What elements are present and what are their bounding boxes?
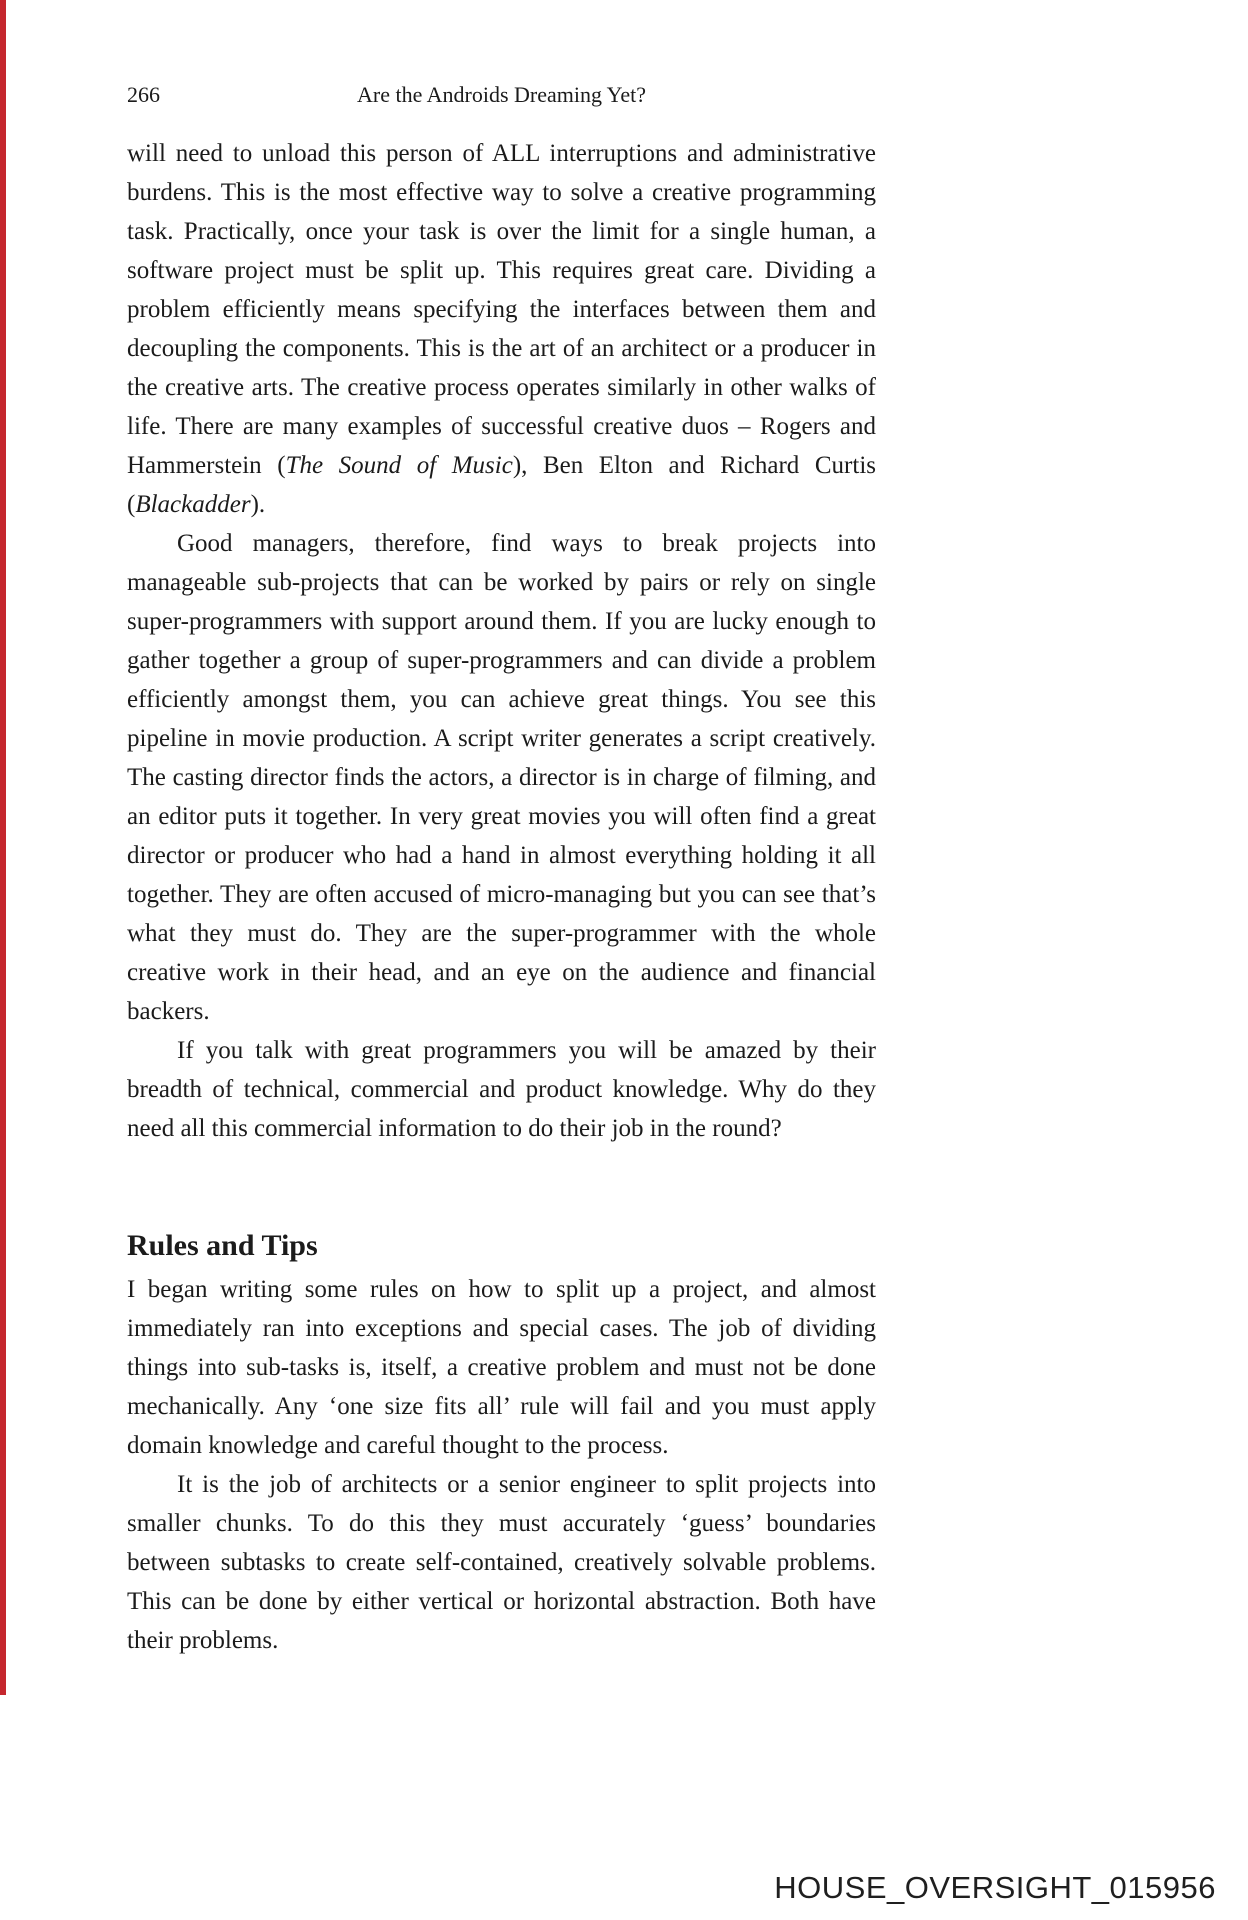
paragraph: If you talk with great programmers you will be amazed by their breadth of technical, commercial and product knowledge. Why do they need all this commercial information to do their job in the round? <box>127 1037 876 1142</box>
body-text <box>127 134 876 1660</box>
page-number: 266 <box>127 82 160 107</box>
paragraph: I began writing some rules on how to split up a project, and almost immediately ran into exceptions and special cases. The job of dividing things into sub-tasks is, itself, a creative problem and must not be done mechanically. Any ‘one size fits all’ rule will fail and you must apply domain knowledge and careful thought to the process. <box>127 1276 876 1459</box>
red-scan-edge-line <box>0 0 6 1695</box>
section-heading: Rules and Tips <box>127 1229 318 1262</box>
paragraph: It is the job of architects or a senior engineer to split projects into smaller chunks. To do this they must accurately ‘guess’ boundaries between subtasks to create self-contained, creatively solvable problems. This can be done by either vertical or horizontal abstraction. Both have their problems. <box>127 1471 876 1654</box>
paragraph: Good managers, therefore, find ways to break projects into manageable sub-projects that can be worked by pairs or rely on single super-programmers with support around them. If you are lucky enough to gather together a group of super-programmers and can divide a problem efficiently amongst them, you can achieve great things. You see this pipeline in movie production. A script writer generates a script creatively. The casting director finds the actors, a director is in charge of filming, and an editor puts it together. In very great movies you will often find a great director or producer who had a hand in almost everything holding it all together. They are often accused of micro-managing but you can see that’s what they must do. They are the super-programmer with the whole creative work in their head, and an eye on the audience and financial backers. <box>127 530 876 1025</box>
bates-number-watermark: HOUSE_OVERSIGHT_015956 <box>774 1870 1216 1905</box>
paragraph: will need to unload this person of ALL interruptions and administrative burdens. This is the most effective way to solve a creative programming task. Practically, once your task is over the limit for a single human, a software project must be split up. This requires great care. Dividing a problem efficiently means specifying the interfaces between them and decoupling the components. This is the art of an architect or a producer in the creative arts. The creative process operates similarly in other walks of life. There are many examples of successful creative duos – Rogers and Hammerstein (The Sound of Music), Ben Elton and Richard Curtis (Blackadder). <box>127 140 876 518</box>
running-header-title: Are the Androids Dreaming Yet? <box>356 82 646 107</box>
page-header <box>127 82 876 112</box>
